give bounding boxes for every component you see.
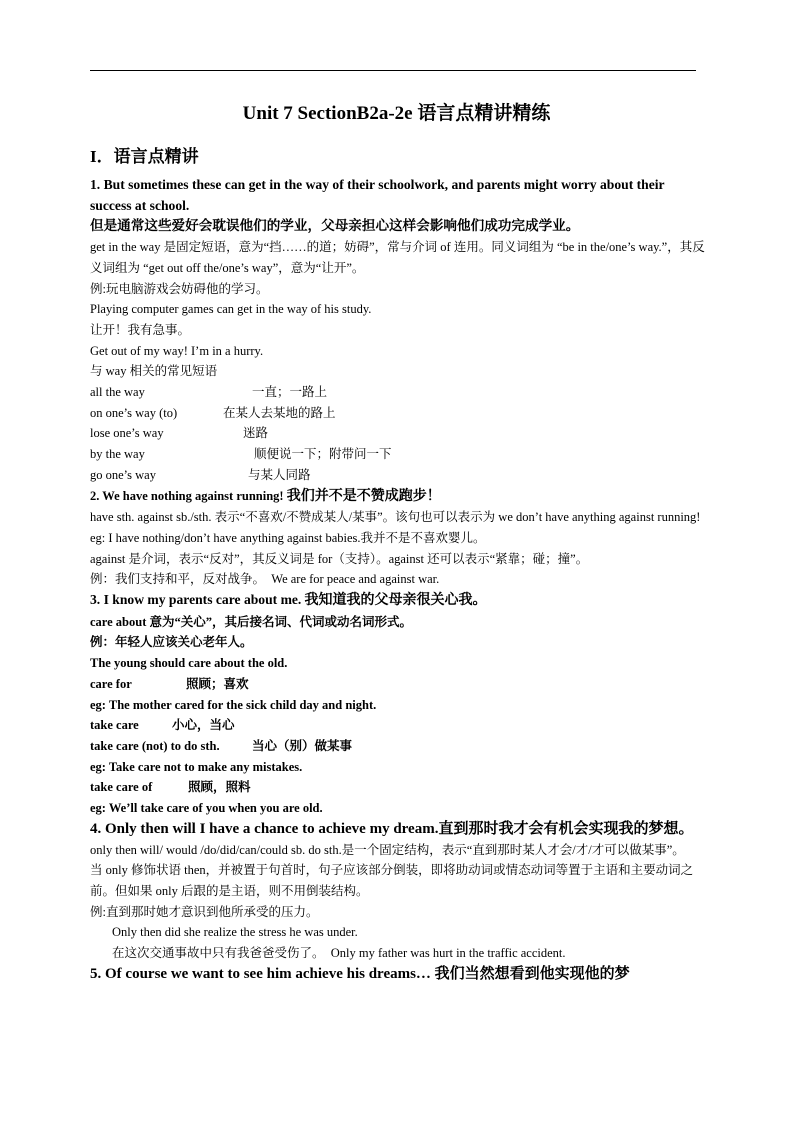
document-title: Unit 7 SectionB2a-2e 语言点精讲精练 — [242, 103, 551, 124]
take-care-row — [90, 715, 707, 736]
phrase-row — [90, 403, 707, 424]
phrase-row — [90, 465, 707, 486]
care-for-eg: eg: The mother cared for the sick child day and night. — [90, 697, 377, 712]
point-4-example2-row — [90, 943, 707, 964]
point-1-example-en: Playing computer games can get in the way of his study. — [90, 302, 372, 317]
take-care-not-row — [90, 736, 707, 757]
point-2-eg: eg: I have nothing/don’t have anything against babies.我并不是不喜欢婴儿。 — [90, 530, 486, 545]
point-5-heading: 5. Of course we want to see him achieve his dreams… 我们当然想看到他实现他的梦 — [90, 965, 630, 982]
take-care-not-cn: 当心（别）做某事 — [252, 738, 353, 753]
point-4-example-cn: 例:直到那时她才意识到他所承受的压力。 — [90, 904, 319, 919]
take-care-cn: 小心，当心 — [172, 718, 235, 733]
care-for-row — [90, 674, 707, 695]
point-1-explain: get in the way 是固定短语，意为“挡……的道；妨碍”，常与介词 of 连用。同义词组为 “be in the/one’s way.”，其反义词组为 “get out off the/one’s way”，意为“让开”。 — [90, 240, 705, 275]
phrase-cn: 与某人同路 — [248, 467, 311, 482]
document-body — [90, 175, 707, 984]
care-for-cn: 照顾；喜欢 — [186, 676, 249, 691]
phrase-cn: 一直；一路上 — [252, 385, 328, 400]
point-4-example2-cn: 在这次交通事故中只有我爸爸受伤了。 — [112, 946, 325, 961]
take-care-of-row — [90, 777, 707, 798]
point-3-heading-row — [90, 590, 707, 612]
point-1-example2-cn: 让开！我有急事。 — [90, 322, 191, 337]
take-care-not-eg: eg: Take care not to make any mistakes. — [90, 759, 303, 774]
phrase-en: all the way — [90, 385, 145, 400]
point-1-heading: 1. But sometimes these can get in the way of their schoolwork, and parents might worry about their success at school. — [90, 177, 665, 213]
take-care-of-en: take care of — [90, 780, 153, 795]
point-3-heading-cn: 我知道我的父母亲很关心我。 — [304, 593, 487, 609]
phrase-row — [90, 423, 707, 444]
take-care-of-eg: eg: We’ll take care of you when you are old. — [90, 801, 323, 816]
phrase-row — [90, 382, 707, 403]
point-1-heading-cn: 但是通常这些爱好会耽误他们的学业，父母亲担心这样会影响他们成功完成学业。 — [90, 218, 580, 234]
point-2-example-cn: 例：我们支持和平，反对战争。 — [90, 572, 266, 587]
point-2-explain: have sth. against sb./sth. 表示“不喜欢/不赞成某人/某事”。该句也可以表示为 we don’t have anything against running! — [90, 510, 701, 525]
point-2-example-row — [90, 569, 707, 590]
take-care-not-en: take care (not) to do sth. — [90, 738, 220, 753]
phrase-cn: 在某人去某地的路上 — [223, 405, 336, 420]
phrase-en: on one’s way (to) — [90, 405, 178, 420]
point-4-heading: 4. Only then will I have a chance to achieve my dream.直到那时我才会有机会实现我的梦想。 — [90, 820, 694, 837]
point-3-example-en: The young should care about the old. — [90, 656, 288, 671]
point-3-example-cn: 例：年轻人应该关心老年人。 — [90, 635, 253, 650]
point-4-explain-2: 当 only 修饰状语 then，并被置于句首时，句子应该部分倒装，即将助动词或情态动词等置于主语和主要动词之前。但如果 only 后跟的是主语，则不用倒装结构。 — [90, 863, 694, 898]
phrase-en: go one’s way — [90, 467, 156, 482]
phrase-cn: 顺便说一下；附带问一下 — [254, 447, 392, 462]
point-2-heading-en: 2. We have nothing against running! — [90, 488, 284, 503]
point-1-example2-en: Get out of my way! I’m in a hurry. — [90, 343, 264, 358]
phrase-en: by the way — [90, 447, 145, 462]
phrase-en: lose one’s way — [90, 426, 164, 441]
point-4-example-en: Only then did she realize the stress he was under. — [112, 925, 358, 940]
point-2-example-en: We are for peace and against war. — [271, 572, 440, 587]
phrase-row — [90, 444, 707, 465]
point-2-against: against 是介词，表示“反对”，其反义词是 for（支持）。against 还可以表示“紧靠；碰；撞”。 — [90, 551, 589, 566]
point-4-explain-1: only then will/ would /do/did/can/could sb. do sth.是一个固定结构，表示“直到那时某人才会/才/才可以做某事”。 — [90, 842, 685, 857]
way-phrases-title: 与 way 相关的常见短语 — [90, 364, 218, 379]
point-2-heading-cn: 我们并不是不赞成跑步！ — [286, 488, 441, 504]
phrase-cn: 迷路 — [243, 426, 269, 441]
header-rule — [90, 70, 696, 71]
take-care-of-cn: 照顾，照料 — [188, 780, 251, 795]
point-3-heading-en: 3. I know my parents care about me. — [90, 592, 302, 608]
point-1-example-cn: 例:玩电脑游戏会妨碍他的学习。 — [90, 281, 269, 296]
point-4-example2-en: Only my father was hurt in the traffic accident. — [330, 946, 566, 961]
point-2-heading-row — [90, 486, 707, 508]
take-care-en: take care — [90, 718, 139, 733]
care-for-en: care for — [90, 676, 132, 691]
point-3-explain: care about 意为“关心”，其后接名词、代词或动名词形式。 — [90, 614, 412, 629]
section-heading: I．语言点精讲 — [90, 147, 199, 166]
